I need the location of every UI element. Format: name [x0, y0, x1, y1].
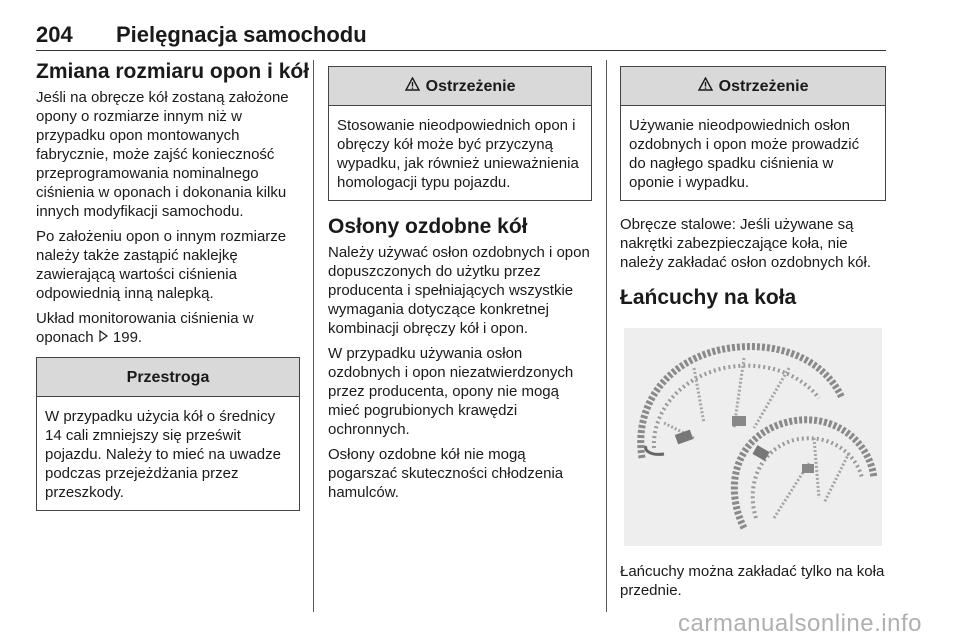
warning-text: Używanie nieodpowiednich osłon ozdobnych i opon może prowadzić do nagłego spadku ciśnienia w oponie i wypadku. [629, 117, 860, 191]
caution-text: W przypadku użycia kół o średnicy 14 cali zmniejszy się prześwit pojazdu. Należy to mieć na uwadze podczas przejeżdżania przez przeszkody. [45, 408, 281, 501]
watermark: carmanualsonline.info [678, 610, 922, 637]
paragraph: Obręcze stalowe: Jeśli używane są nakrętki zabezpieczające koła, nie należy zakładać osłon ozdobnych kół. [620, 216, 871, 271]
warning-title: Ostrzeżenie [718, 78, 809, 95]
running-title: Pielęgnacja samochodu [116, 22, 367, 47]
section-heading-tire-size: Zmiana rozmiaru opon i kół [36, 60, 310, 83]
paragraph: Jeśli na obręcze kół zostaną założone opony o rozmiarze innym niż w przypadku opon montowanych fabrycznie, może zajść konieczność przeprogramowania nominalnego ciśnienia w oponach i dokonania kilku innych modyfikacji samochodu. [36, 89, 289, 220]
warning-box [620, 66, 886, 201]
section-heading-snow-chains: Łańcuchy na koła [620, 286, 797, 309]
paragraph: W przypadku używania osłon ozdobnych i opon niezatwierdzonych przez producenta, opony nie mogą mieć pogrubionych krawędzi ochronnych. [328, 345, 574, 438]
warning-header [621, 67, 885, 106]
caution-title: Przestroga [37, 358, 299, 397]
column-left [36, 60, 310, 525]
page-reference-link[interactable]: 199. [112, 329, 143, 346]
page-number: 204 [36, 22, 73, 47]
page-header [36, 20, 886, 51]
warning-box [328, 66, 592, 201]
column-right [620, 60, 886, 606]
column-middle [328, 60, 592, 508]
warning-triangle-icon [405, 78, 424, 95]
paragraph-text: Układ monitorowania ciśnienia w oponach [36, 310, 254, 346]
column-divider [606, 60, 607, 612]
column-divider [313, 60, 314, 612]
warning-title: Ostrzeżenie [425, 78, 516, 95]
paragraph: Osłony ozdobne kół nie mogą pogarszać skuteczności chłodzenia hamulców. [328, 446, 564, 501]
paragraph: Należy używać osłon ozdobnych i opon dopuszczonych do użytku przez producenta i spełniających wszystkie wymagania dotyczące konkretnej kombinacji obręczy kół i opon. [328, 244, 590, 337]
reference-arrow-icon [98, 329, 113, 346]
warning-header [329, 67, 591, 106]
paragraph: Po założeniu opon o innym rozmiarze należy także zastąpić naklejkę zawierającą wartości ciśnienia odpowiednią inną nalepką. [36, 228, 287, 302]
figure-caption-paragraph: Łańcuchy można zakładać tylko na koła przednie. [620, 563, 885, 599]
paragraph-with-reference [36, 309, 300, 347]
snow-chains-illustration [624, 328, 882, 546]
caution-box [36, 357, 300, 511]
warning-text: Stosowanie nieodpowiednich opon i obręczy kół może być przyczyną wypadku, jak również unieważnienia homologacji typu pojazdu. [337, 117, 579, 191]
section-heading-wheel-covers: Osłony ozdobne kół [328, 215, 528, 238]
warning-triangle-icon [698, 78, 717, 95]
